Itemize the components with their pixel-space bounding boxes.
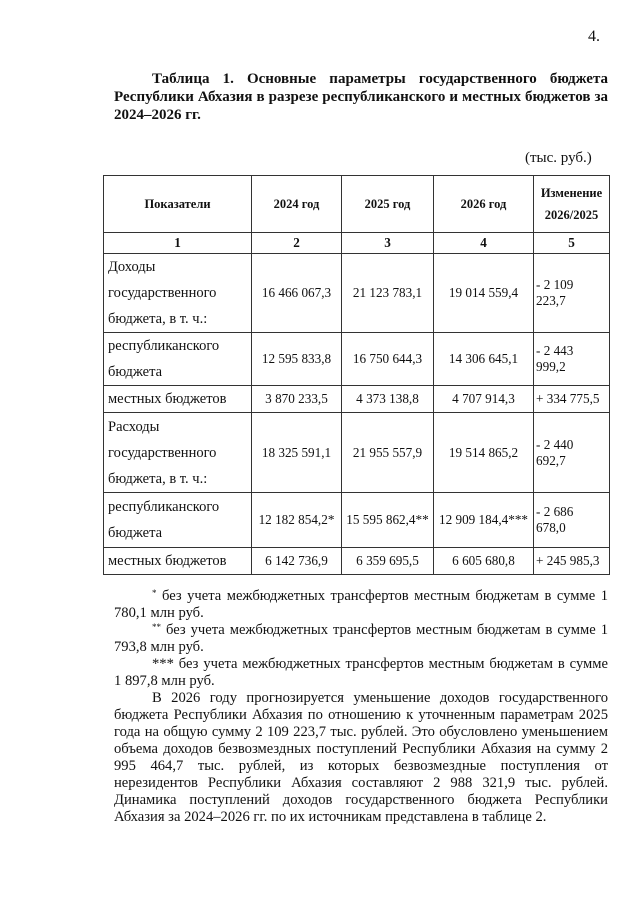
footnote-mark: ** [152, 622, 161, 632]
table-row [104, 493, 610, 548]
table-title: Таблица 1. Основные параметры государственного бюджета Республики Абхазия в разрезе республиканского и местных бюджетов за 2024–2026 гг. [114, 71, 608, 123]
table-row [104, 413, 610, 493]
table-row [104, 254, 610, 333]
footnote-mark: *** [152, 656, 174, 672]
row-label: местных бюджетов [104, 386, 252, 413]
header-2026: 2026 год [434, 176, 534, 233]
table-row [104, 548, 610, 575]
cell: - 2 440 692,7 [534, 413, 610, 493]
row-label: Расходы государственного бюджета, в т. ч.: [104, 413, 252, 493]
row-label: Доходы государственного бюджета, в т. ч.: [104, 254, 252, 333]
cell: 18 325 591,1 [252, 413, 342, 493]
footnote-3 [114, 656, 608, 690]
row-label: республиканского бюджета [104, 333, 252, 386]
cell: - 2 443 999,2 [534, 333, 610, 386]
row-label: местных бюджетов [104, 548, 252, 575]
footnote-2 [114, 622, 608, 656]
cell: 4 373 138,8 [342, 386, 434, 413]
units-label: (тыс. руб.) [525, 150, 592, 166]
cell: - 2 686 678,0 [534, 493, 610, 548]
cell: 14 306 645,1 [434, 333, 534, 386]
cell: 6 605 680,8 [434, 548, 534, 575]
cell: 19 014 559,4 [434, 254, 534, 333]
footnote-1 [114, 588, 608, 622]
footnote-text: без учета межбюджетных трансфертов местным бюджетам в сумме 1 793,8 млн руб. [114, 622, 608, 655]
cell: 4 707 914,3 [434, 386, 534, 413]
table-row [104, 386, 610, 413]
footnote-text: без учета межбюджетных трансфертов местным бюджетам в сумме 1 780,1 млн руб. [114, 588, 608, 621]
cell: 3 870 233,5 [252, 386, 342, 413]
page-number: 4. [588, 28, 600, 45]
cell: + 334 775,5 [534, 386, 610, 413]
footnote-mark: * [152, 588, 157, 598]
column-number: 5 [534, 233, 610, 254]
header-2025: 2025 год [342, 176, 434, 233]
cell: 12 182 854,2* [252, 493, 342, 548]
cell: 15 595 862,4** [342, 493, 434, 548]
budget-table [103, 175, 610, 575]
table-row [104, 333, 610, 386]
column-number: 4 [434, 233, 534, 254]
header-change: Изменение 2026/2025 [534, 176, 610, 233]
footnote-text: без учета межбюджетных трансфертов местным бюджетам в сумме 1 897,8 млн руб. [114, 656, 608, 689]
cell: + 245 985,3 [534, 548, 610, 575]
column-number: 2 [252, 233, 342, 254]
column-number-row [104, 233, 610, 254]
cell: 16 750 644,3 [342, 333, 434, 386]
cell: 19 514 865,2 [434, 413, 534, 493]
cell: 12 909 184,4*** [434, 493, 534, 548]
column-number: 3 [342, 233, 434, 254]
cell: 21 123 783,1 [342, 254, 434, 333]
cell: 12 595 833,8 [252, 333, 342, 386]
table-header-row [104, 176, 610, 233]
cell: - 2 109 223,7 [534, 254, 610, 333]
cell: 6 359 695,5 [342, 548, 434, 575]
notes-section [114, 588, 608, 826]
header-indicators: Показатели [104, 176, 252, 233]
cell: 16 466 067,3 [252, 254, 342, 333]
cell: 21 955 557,9 [342, 413, 434, 493]
row-label: республиканского бюджета [104, 493, 252, 548]
body-paragraph: В 2026 году прогнозируется уменьшение доходов государственного бюджета Республики Абхазия по отношению к уточненным параметрам 2025 года на общую сумму 2 109 223,7 тыс. рублей. Это обусловлено уменьшением объема доходов безвозмездных поступлений Республики Абхазия на сумму 2 995 464,7 тыс. рублей, из которых безвозмездные поступления от нерезидентов Республики Абхазия составляют 2 988 321,9 тыс. рублей. Динамика поступлений доходов государственного бюджета Республики Абхазия за 2024–2026 гг. по их источникам представлена в таблице 2. [114, 690, 608, 825]
header-2024: 2024 год [252, 176, 342, 233]
cell: 6 142 736,9 [252, 548, 342, 575]
column-number: 1 [104, 233, 252, 254]
